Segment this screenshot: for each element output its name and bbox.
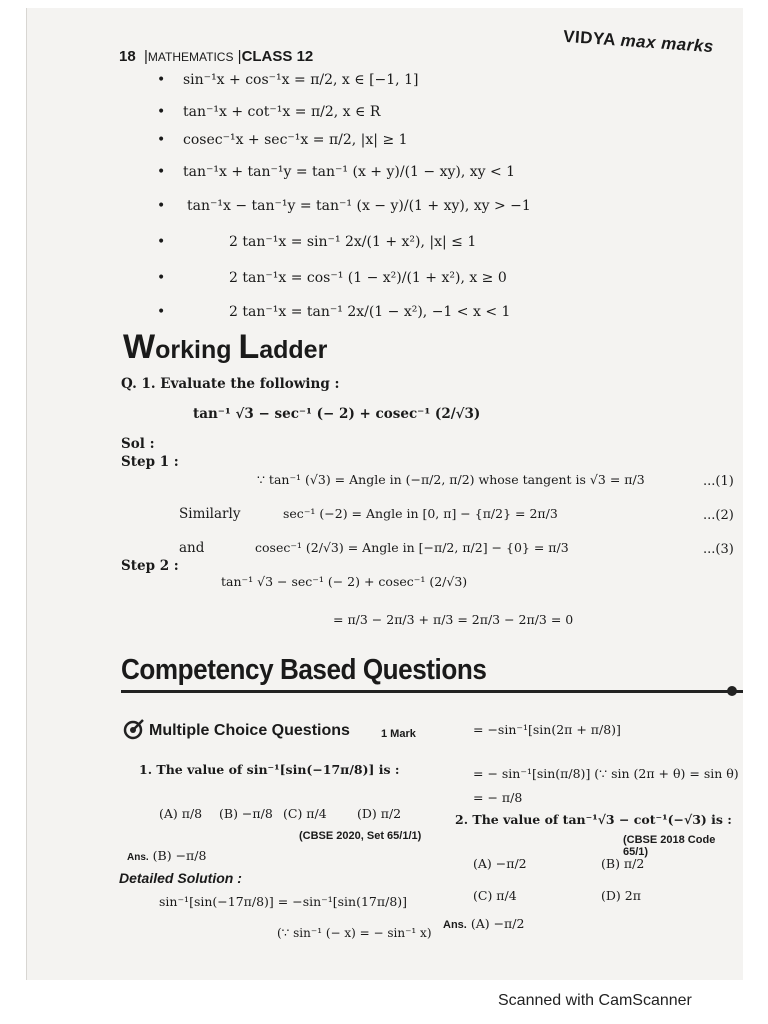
q2-answer	[443, 916, 524, 931]
competency-heading: Competency Based Questions	[121, 654, 487, 686]
ref-1: ...(1)	[703, 474, 734, 489]
question-mcq-1: 1. The value of sin⁻¹[sin(−17π/8)] is :	[139, 762, 400, 777]
q2-answer-label: Ans.	[443, 919, 467, 931]
right-solution-line2: = − sin⁻¹[sin(π/8)] (∵ sin (2π + θ) = sin θ)	[473, 766, 739, 781]
q1-source: (CBSE 2020, Set 65/1/1)	[299, 830, 422, 842]
subject-label: MATHEMATICS	[147, 50, 234, 64]
step1-line1: ∵ tan⁻¹ (√3) = Angle in (−π/2, π/2) whose tangent is √3 = π/3	[257, 472, 645, 487]
formula-item: tan⁻¹x + tan⁻¹y = tan⁻¹ (x + y)/(1 − xy), xy < 1	[183, 164, 516, 180]
rule-end-dot	[727, 686, 737, 696]
scanner-watermark: Scanned with CamScanner	[498, 992, 692, 1009]
sol-label: Sol :	[121, 436, 155, 452]
q2-option-c: (C) π/4	[473, 888, 517, 903]
q1-option-b: (B) −π/8	[219, 806, 273, 821]
bullet-icon: •	[157, 132, 166, 148]
bullet-icon: •	[157, 270, 166, 286]
bullet-icon: •	[157, 198, 166, 214]
formula-item: sin⁻¹x + cos⁻¹x = π/2, x ∈ [−1, 1]	[183, 72, 419, 88]
step2-line1: tan⁻¹ √3 − sec⁻¹ (− 2) + cosec⁻¹ (2/√3)	[221, 574, 468, 589]
right-solution-line1: = −sin⁻¹[sin(2π + π/8)]	[473, 722, 621, 737]
brand-prefix: VIDYA	[562, 26, 617, 50]
q1-option-c: (C) π/4	[283, 806, 327, 821]
ref-2: ...(2)	[703, 508, 734, 523]
mcq-marks: 1 Mark	[381, 728, 416, 740]
right-solution-line3: = − π/8	[473, 790, 523, 805]
step1-line3: cosec⁻¹ (2/√3) = Angle in [−π/2, π/2] − {0} = π/3	[255, 540, 569, 555]
formula-item: 2 tan⁻¹x = sin⁻¹ 2x/(1 + x²), |x| ≤ 1	[229, 234, 477, 250]
page-number: 18	[119, 48, 136, 65]
formula-item: cosec⁻¹x + sec⁻¹x = π/2, |x| ≥ 1	[183, 132, 408, 148]
bullet-icon: •	[157, 304, 166, 320]
q2-option-d: (D) 2π	[601, 888, 641, 903]
step2-label: Step 2 :	[121, 558, 179, 574]
q2-source: (CBSE 2018 Code 65/1)	[623, 834, 716, 858]
solution-line2: (∵ sin⁻¹ (− x) = − sin⁻¹ x)	[277, 926, 432, 940]
question-expression: tan⁻¹ √3 − sec⁻¹ (− 2) + cosec⁻¹ (2/√3)	[193, 406, 481, 422]
q2-option-b: (B) π/2	[601, 856, 645, 871]
detailed-solution-heading: Detailed Solution :	[119, 870, 242, 886]
q1-option-d: (D) π/2	[357, 806, 402, 821]
step1-label: Step 1 :	[121, 454, 179, 470]
similarly-label: Similarly	[179, 506, 241, 522]
q1-option-a: (A) π/8	[159, 806, 203, 821]
bullet-icon: •	[157, 234, 166, 250]
class-label: CLASS 12	[241, 48, 314, 65]
formula-item: tan⁻¹x − tan⁻¹y = tan⁻¹ (x − y)/(1 + xy), xy > −1	[187, 198, 531, 214]
bullet-icon: •	[157, 72, 166, 88]
and-label: and	[179, 540, 205, 556]
q1-answer	[127, 848, 206, 863]
question-mcq-2: 2. The value of tan⁻¹√3 − cot⁻¹(−√3) is :	[455, 812, 732, 827]
heading-rule	[121, 690, 743, 693]
q2-answer-value: (A) −π/2	[470, 916, 525, 931]
formula-item: 2 tan⁻¹x = cos⁻¹ (1 − x²)/(1 + x²), x ≥ 0	[229, 270, 507, 286]
q1-answer-label: Ans.	[127, 852, 149, 863]
step1-line2: sec⁻¹ (−2) = Angle in [0, π] − {π/2} = 2π/3	[283, 506, 558, 521]
q1-answer-value: (B) −π/8	[152, 848, 207, 863]
solution-line1: sin⁻¹[sin(−17π/8)] = −sin⁻¹[sin(17π/8)]	[159, 894, 408, 909]
working-ladder-heading: Working Ladder	[123, 328, 328, 366]
page-header: 18 |MATHEMATICS |CLASS 12	[119, 48, 314, 65]
q2-option-a: (A) −π/2	[473, 856, 527, 871]
brand-logo	[562, 27, 714, 57]
brand-suffix: max marks	[619, 30, 715, 57]
ref-3: ...(3)	[703, 542, 734, 557]
formula-item: 2 tan⁻¹x = tan⁻¹ 2x/(1 − x²), −1 < x < 1	[229, 304, 511, 320]
target-icon	[123, 718, 145, 740]
question-1: Q. 1. Evaluate the following :	[121, 376, 340, 392]
bullet-icon: •	[157, 164, 166, 180]
formula-item: tan⁻¹x + cot⁻¹x = π/2, x ∈ R	[183, 104, 381, 120]
step2-line2: = π/3 − 2π/3 + π/3 = 2π/3 − 2π/3 = 0	[333, 612, 574, 627]
mcq-heading: Multiple Choice Questions	[149, 722, 350, 739]
bullet-icon: •	[157, 104, 166, 120]
book-page	[26, 8, 743, 980]
